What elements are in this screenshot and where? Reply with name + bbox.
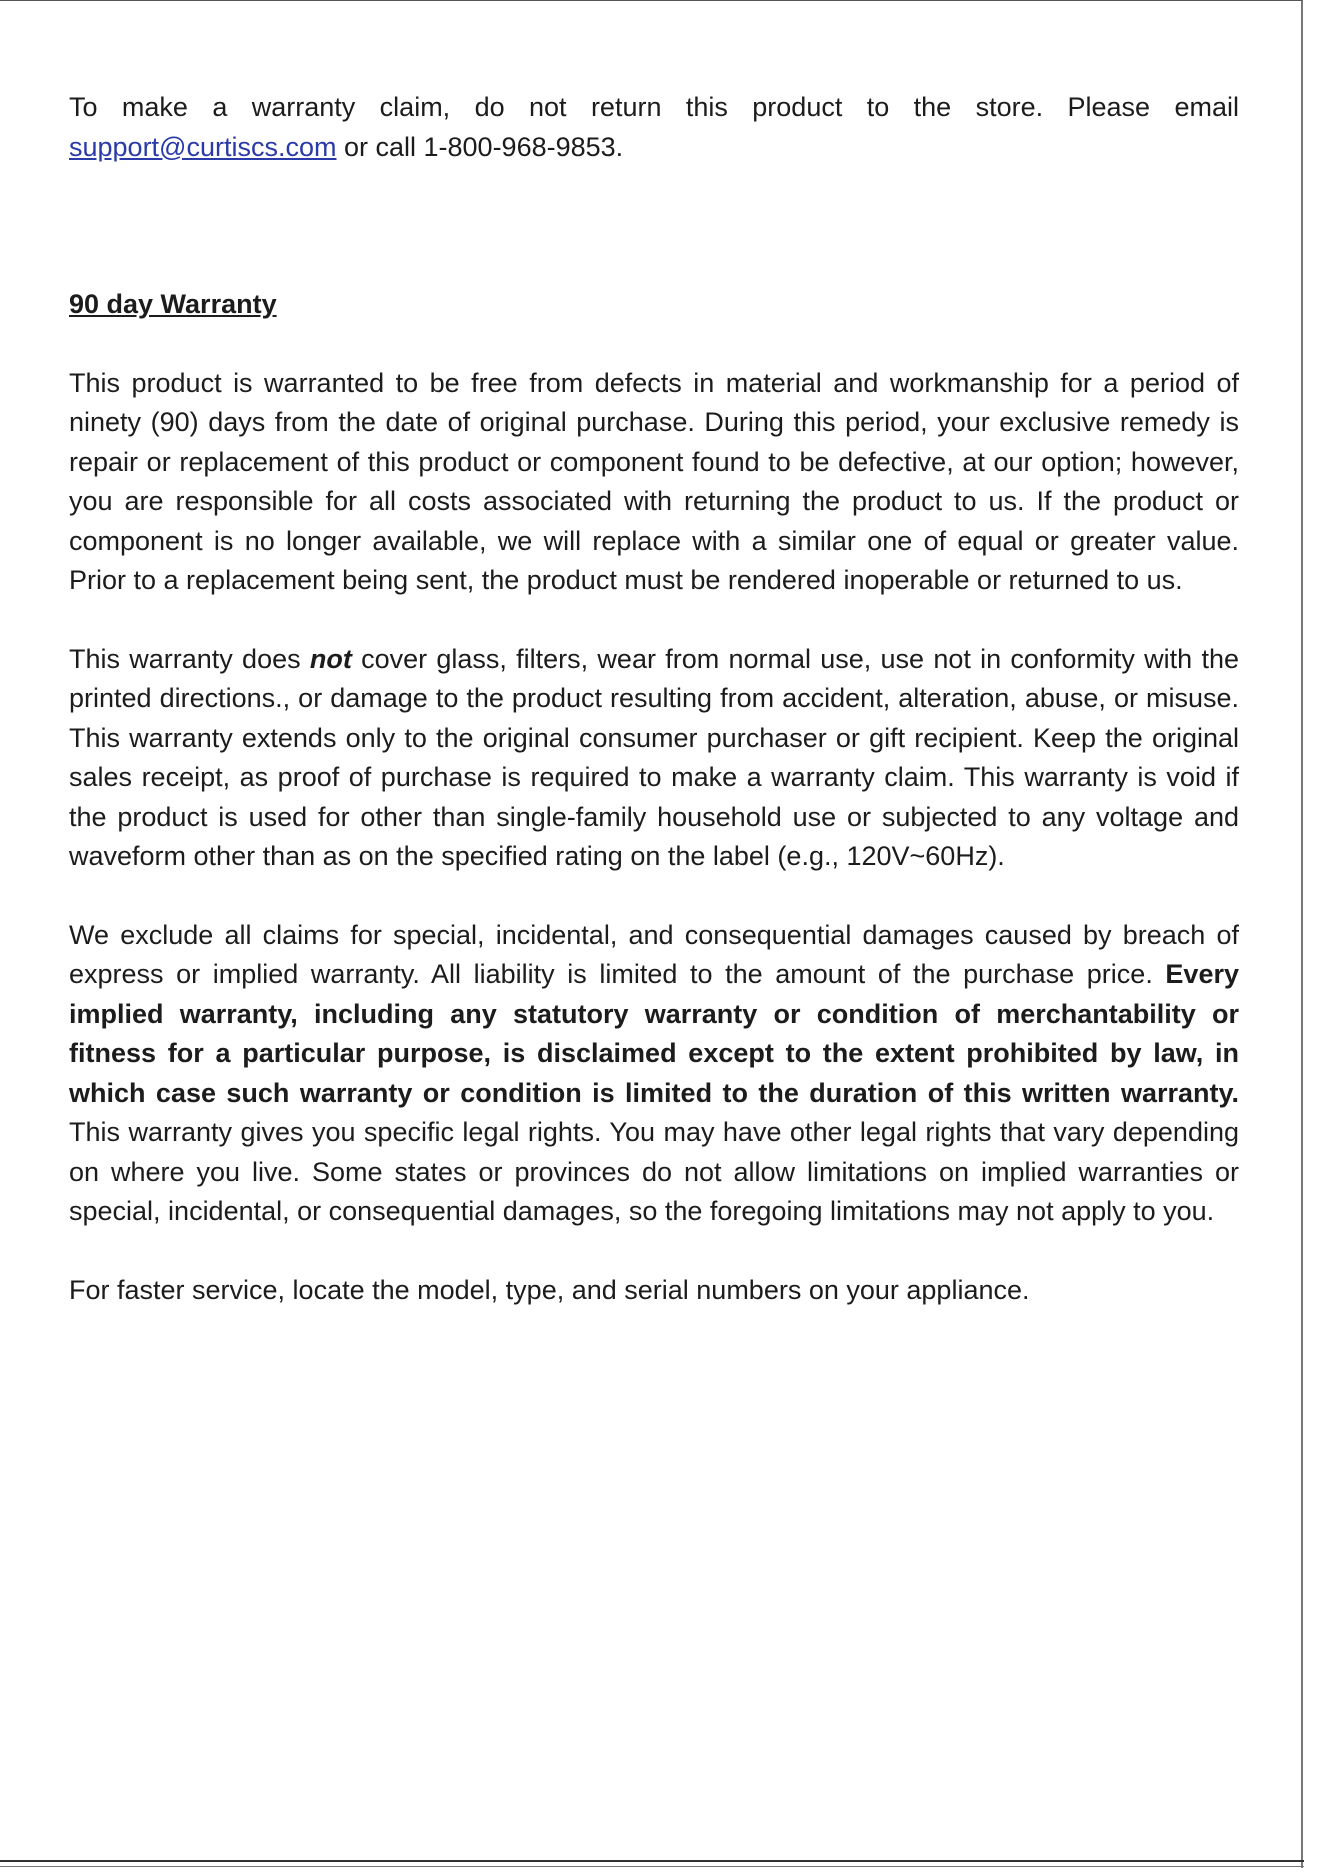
- document-body: [69, 88, 1239, 1310]
- footer-rule: [0, 1860, 1304, 1862]
- warranty-heading: 90 day Warranty: [69, 289, 277, 319]
- service-note: For faster service, locate the model, type, and serial numbers on your appliance.: [69, 1274, 1030, 1305]
- support-email-link[interactable]: support@curtiscs.com: [69, 131, 337, 162]
- warranty-paragraph-exclusions: [69, 640, 1239, 877]
- footer-rule-secondary: [0, 1866, 1304, 1867]
- claim-text: To make a warranty claim, do not return this product to the store. Please email: [69, 92, 1239, 122]
- liability-text-start: We exclude all claims for special, incidental, and consequential damages caused by breach of express or implied warranty. All liability is limited to the amount of the purchase price.: [69, 919, 1239, 989]
- exclusions-emphasis: not: [309, 643, 352, 674]
- warranty-paragraph-coverage: This product is warranted to be free from defects in material and workmanship for a period of ninety (90) days from the date of original purchase. During this period, your exclusive remedy is repair or replacement of this product or component found to be defective, at our option; however, you are responsible for all costs associated with returning the product to us. If the product or component is no longer available, we will replace with a similar one of equal or greater value. Prior to a replacement being sent, the product must be rendered inoperable or returned to us.: [69, 367, 1239, 595]
- liability-text-end: This warranty gives you specific legal rights. You may have other legal rights that vary depending on where you live. Some states or provinces do not allow limitations on implied warranties or special, incidental, or consequential damages, so the foregoing limitations may not apply to you.: [69, 1117, 1239, 1226]
- claim-instructions: [69, 88, 1239, 167]
- warranty-paragraph-liability: [69, 916, 1239, 1232]
- liability-disclaimer-bold: Every implied warranty, including any statutory warranty or condition of merchantability or fitness for a particular purpose, is disclaimed except to the extent prohibited by law, in which case such warranty or condition is limited to the duration of this written warranty.: [69, 959, 1239, 1108]
- claim-phone-text: or call 1-800-968-9853.: [336, 131, 624, 162]
- exclusions-text-end: cover glass, filters, wear from normal use, use not in conformity with the printed directions., or damage to the product resulting from accident, alteration, abuse, or misuse. This warranty extends only to the original consumer purchaser or gift recipient. Keep the original sales receipt, as proof of purchase is required to make a warranty claim. This warranty is void if the product is used for other than single-family household use or subjected to any voltage and waveform other than as on the specified rating on the label (e.g., 120V~60Hz).: [69, 643, 1239, 871]
- exclusions-text-start: This warranty does: [69, 643, 310, 674]
